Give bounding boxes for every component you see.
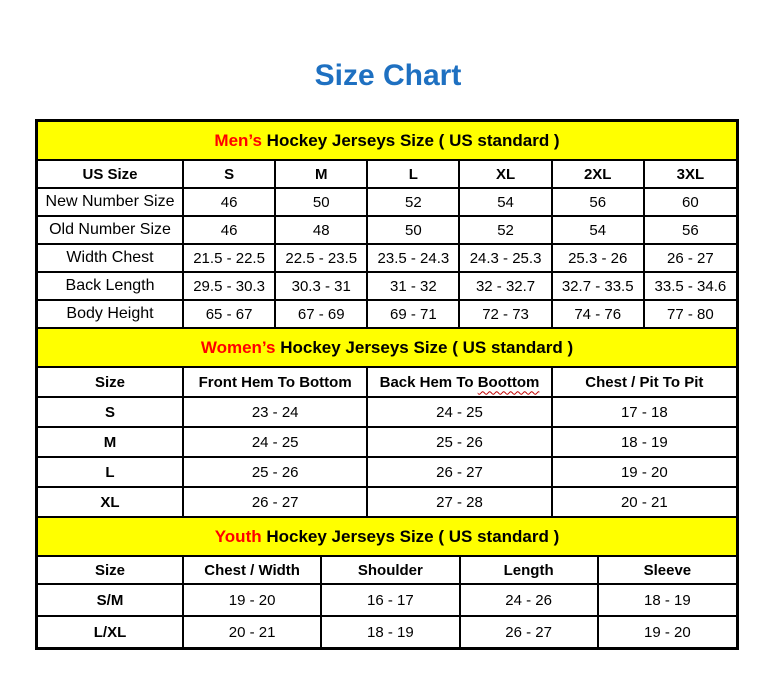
- table-row: [38, 216, 736, 244]
- misspelled-word: Boottom: [477, 373, 540, 391]
- column-header: 3XL: [644, 161, 736, 188]
- womens-size-table: [38, 368, 736, 516]
- size-cell: 23.5 - 24.3: [367, 244, 459, 272]
- column-header: Length: [460, 557, 598, 584]
- size-cell: 26 - 27: [644, 244, 736, 272]
- table-row: [38, 457, 736, 487]
- size-cell: 46: [183, 216, 275, 244]
- column-header: L: [367, 161, 459, 188]
- row-label: Width Chest: [38, 244, 183, 272]
- size-cell: 77 - 80: [644, 300, 736, 327]
- womens-section-header: [38, 327, 736, 368]
- size-cell: 19 - 20: [598, 616, 736, 647]
- row-label: Old Number Size: [38, 216, 183, 244]
- column-header-text: Back Hem To: [379, 373, 474, 391]
- size-cell: 33.5 - 34.6: [644, 272, 736, 300]
- row-label: Back Length: [38, 272, 183, 300]
- column-header: Front Hem To Bottom: [183, 368, 367, 397]
- size-cell: 50: [275, 188, 367, 216]
- youth-section-header: [38, 516, 736, 557]
- column-header: 2XL: [552, 161, 644, 188]
- size-cell: 30.3 - 31: [275, 272, 367, 300]
- size-cell: 18 - 19: [598, 584, 736, 616]
- size-cell: 72 - 73: [459, 300, 551, 327]
- size-cell: 69 - 71: [367, 300, 459, 327]
- size-cell: 31 - 32: [367, 272, 459, 300]
- column-header: Size: [38, 368, 183, 397]
- size-cell: 23 - 24: [183, 397, 367, 427]
- youth-size-table: [38, 557, 736, 647]
- size-chart: [35, 119, 739, 650]
- column-header: Size: [38, 557, 183, 584]
- size-cell: 56: [552, 188, 644, 216]
- size-cell: 46: [183, 188, 275, 216]
- size-cell: 24 - 25: [367, 397, 551, 427]
- row-label: M: [38, 427, 183, 457]
- womens-column-header-row: [38, 368, 736, 397]
- table-row: [38, 616, 736, 647]
- row-label: XL: [38, 487, 183, 516]
- size-cell: 20 - 21: [183, 616, 321, 647]
- column-header: US Size: [38, 161, 183, 188]
- table-row: [38, 244, 736, 272]
- size-cell: 25 - 26: [367, 427, 551, 457]
- size-cell: 26 - 27: [367, 457, 551, 487]
- mens-section-highlight: Men’s: [214, 131, 262, 150]
- size-cell: 18 - 19: [552, 427, 736, 457]
- size-cell: 24.3 - 25.3: [459, 244, 551, 272]
- size-cell: 54: [459, 188, 551, 216]
- column-header: Sleeve: [598, 557, 736, 584]
- size-cell: 26 - 27: [183, 487, 367, 516]
- size-cell: 50: [367, 216, 459, 244]
- column-header: S: [183, 161, 275, 188]
- size-cell: 52: [459, 216, 551, 244]
- size-cell: 48: [275, 216, 367, 244]
- size-cell: 19 - 20: [552, 457, 736, 487]
- column-header: Shoulder: [321, 557, 459, 584]
- column-header: M: [275, 161, 367, 188]
- youth-section-title: Hockey Jerseys Size ( US standard ): [261, 527, 560, 546]
- size-cell: 21.5 - 22.5: [183, 244, 275, 272]
- size-cell: 24 - 26: [460, 584, 598, 616]
- row-label: L: [38, 457, 183, 487]
- size-cell: 25 - 26: [183, 457, 367, 487]
- table-row: [38, 427, 736, 457]
- size-cell: 67 - 69: [275, 300, 367, 327]
- size-cell: 74 - 76: [552, 300, 644, 327]
- size-cell: 24 - 25: [183, 427, 367, 457]
- mens-section-header: [38, 122, 736, 161]
- size-cell: 32.7 - 33.5: [552, 272, 644, 300]
- size-cell: 17 - 18: [552, 397, 736, 427]
- mens-size-table: [38, 161, 736, 327]
- womens-section-highlight: Women’s: [200, 338, 276, 357]
- size-cell: 65 - 67: [183, 300, 275, 327]
- mens-section-title: Hockey Jerseys Size ( US standard ): [261, 131, 560, 150]
- size-cell: 18 - 19: [321, 616, 459, 647]
- column-header: Chest / Width: [183, 557, 321, 584]
- row-label: S: [38, 397, 183, 427]
- womens-section-title: Hockey Jerseys Size ( US standard ): [275, 338, 574, 357]
- youth-column-header-row: [38, 557, 736, 584]
- size-cell: 20 - 21: [552, 487, 736, 516]
- table-row: [38, 300, 736, 327]
- table-row: [38, 272, 736, 300]
- column-header: XL: [459, 161, 551, 188]
- column-header: Chest / Pit To Pit: [552, 368, 736, 397]
- size-cell: 60: [644, 188, 736, 216]
- size-cell: 56: [644, 216, 736, 244]
- table-row: [38, 584, 736, 616]
- size-cell: 32 - 32.7: [459, 272, 551, 300]
- row-label: L/XL: [38, 616, 183, 647]
- size-cell: 16 - 17: [321, 584, 459, 616]
- size-cell: 26 - 27: [460, 616, 598, 647]
- column-header: [367, 368, 551, 397]
- size-cell: 54: [552, 216, 644, 244]
- table-row: [38, 188, 736, 216]
- row-label: Body Height: [38, 300, 183, 327]
- row-label: S/M: [38, 584, 183, 616]
- size-cell: 22.5 - 23.5: [275, 244, 367, 272]
- size-cell: 25.3 - 26: [552, 244, 644, 272]
- size-cell: 52: [367, 188, 459, 216]
- mens-column-header-row: [38, 161, 736, 188]
- page-title: Size Chart: [314, 59, 462, 92]
- size-cell: 29.5 - 30.3: [183, 272, 275, 300]
- table-row: [38, 487, 736, 516]
- youth-section-highlight: Youth: [214, 527, 262, 546]
- table-row: [38, 397, 736, 427]
- size-cell: 19 - 20: [183, 584, 321, 616]
- size-cell: 27 - 28: [367, 487, 551, 516]
- row-label: New Number Size: [38, 188, 183, 216]
